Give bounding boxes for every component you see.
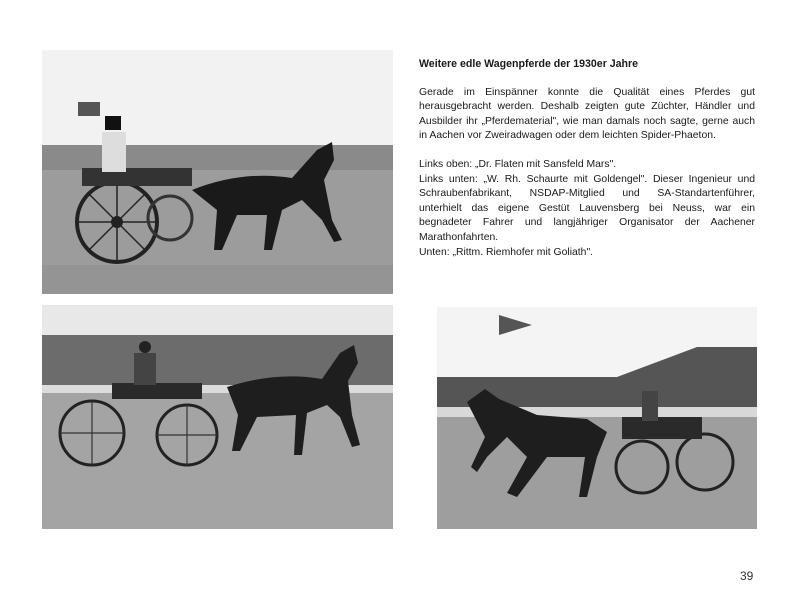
caption-bottom: Unten: „Rittm. Riemhofer mit Goliath". [419, 246, 594, 258]
caption-top-left: Links oben: „Dr. Flaten mit Sansfeld Mars". [419, 158, 617, 170]
caption-bottom-left: Links unten: „W. Rh. Schaurte mit Goldengel". Dieser Ingenieur und Schraubenfabrikant, NSDAP-Mitglied und SA-Standartenführer, unterhielt das eigene Gestüt Lauvensberg bei Neuss, war ein begnadeter Fahrer und langjähriger Organisator der Aachener Marathonfahrten. [419, 173, 755, 243]
article-text [419, 57, 755, 260]
photo-bottom-left [42, 305, 393, 529]
photo-top-left [42, 50, 393, 294]
page-number: 39 [740, 569, 754, 583]
article-paragraph: Gerade im Einspänner konnte die Qualität eines Pferdes gut herausgebracht werden. Deshalb zeigten gute Züchter, Händler und Ausbilder ihr „Pferdematerial", wie man damals noch sagte, gerne auch in Aachen vor Zweiradwagen oder dem leichten Spider-Phaeton. [419, 86, 755, 142]
photo-bottom-right [437, 307, 757, 529]
article-heading: Weitere edle Wagenpferde der 1930er Jahre [419, 58, 639, 70]
